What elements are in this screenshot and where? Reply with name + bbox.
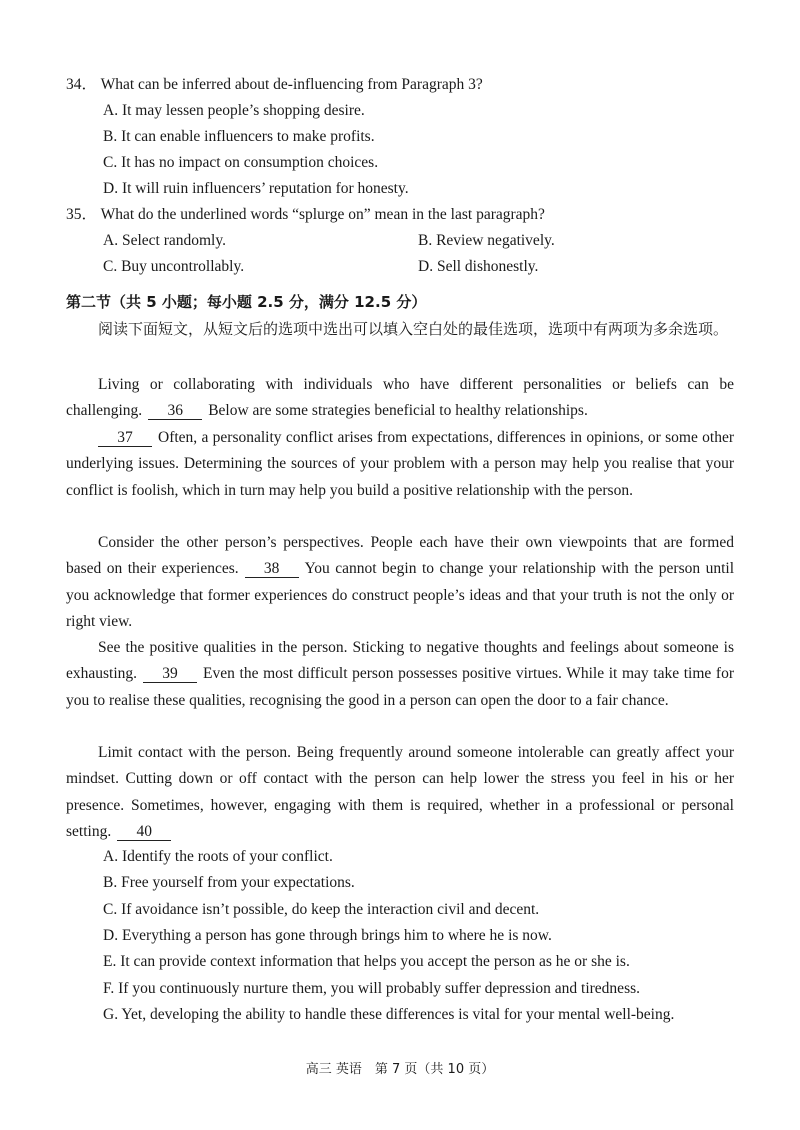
- choice-f: F. If you continuously nurture them, you will probably suffer depression and tiredness.: [103, 980, 641, 997]
- q34-option-a: A. It may lessen people’s shopping desire.: [103, 102, 365, 119]
- q35-option-d: D. Sell dishonestly.: [418, 258, 539, 275]
- choice-b: B. Free yourself from your expectations.: [103, 874, 355, 891]
- passage-paragraph-2: 37 Often, a personality conflict arises from expectations, differences in opinions, or some other underlying issues. Determining the sources of your problem with a person may help you realise that your conflict is foolish, which in turn may help you build a positive relationship with the person.: [66, 429, 734, 499]
- choice-c: C. If avoidance isn’t possible, do keep the interaction civil and decent.: [103, 901, 540, 918]
- q35-option-b: B. Review negatively.: [418, 232, 555, 249]
- blank-36: 36: [148, 402, 202, 420]
- q34-option-c: C. It has no impact on consumption choices.: [103, 154, 379, 171]
- q34-option-b: B. It can enable influencers to make profits.: [103, 128, 375, 145]
- blank-38: 38: [245, 560, 299, 578]
- passage-paragraph-4: See the positive qualities in the person. Sticking to negative thoughts and feelings about someone is exhausting. 39 Even the most difficult person possesses positive virtues. While it may take time for you to realise these qualities, recognising the good in a person can open the door to a fair chance.: [66, 639, 734, 709]
- choice-d: D. Everything a person has gone through brings him to where he is now.: [103, 927, 552, 944]
- section-title: 第二节（共 5 小题；每小题 2.5 分，满分 12.5 分）: [66, 293, 427, 311]
- q34-option-d: D. It will ruin influencers’ reputation for honesty.: [103, 180, 409, 197]
- choice-e: E. It can provide context information that helps you accept the person as he or she is.: [103, 953, 630, 970]
- choice-a: A. Identify the roots of your conflict.: [103, 848, 333, 865]
- passage-paragraph-3: Consider the other person’s perspectives. People each have their own viewpoints that are formed based on their experiences. 38 You cannot begin to change your relationship with the person until you acknowledge that former experiences do construct people’s ideas and that your truth is not the only or right view.: [66, 534, 735, 630]
- blank-37: 37: [98, 429, 152, 447]
- page-footer: 高三 英语 第 7 页（共 10 页）: [305, 1062, 495, 1077]
- q34-stem: 34． What can be inferred about de-influencing from Paragraph 3?: [66, 76, 483, 93]
- passage-paragraph-1: Living or collaborating with individuals who have different personalities or beliefs can be challenging. 36 Below are some strategies beneficial to healthy relationships.: [66, 376, 734, 420]
- passage-paragraph-5: Limit contact with the person. Being frequently around someone intolerable can greatly affect your mindset. Cutting down or off contact with the person can help lower the stress you feel in his or her presence. Sometimes, however, engaging with them is required, whether in a professional or personal setting. 40: [66, 744, 734, 840]
- choice-g: G. Yet, developing the ability to handle these differences is vital for your mental well-being.: [103, 1006, 675, 1023]
- q35-option-a: A. Select randomly.: [103, 232, 226, 249]
- q35-stem: 35． What do the underlined words “splurge on” mean in the last paragraph?: [66, 206, 545, 223]
- blank-39: 39: [143, 665, 197, 683]
- blank-40: 40: [117, 823, 171, 841]
- q35-option-c: C. Buy uncontrollably.: [103, 258, 245, 275]
- section-instruction: 阅读下面短文，从短文后的选项中选出可以填入空白处的最佳选项，选项中有两项为多余选项。: [98, 320, 729, 338]
